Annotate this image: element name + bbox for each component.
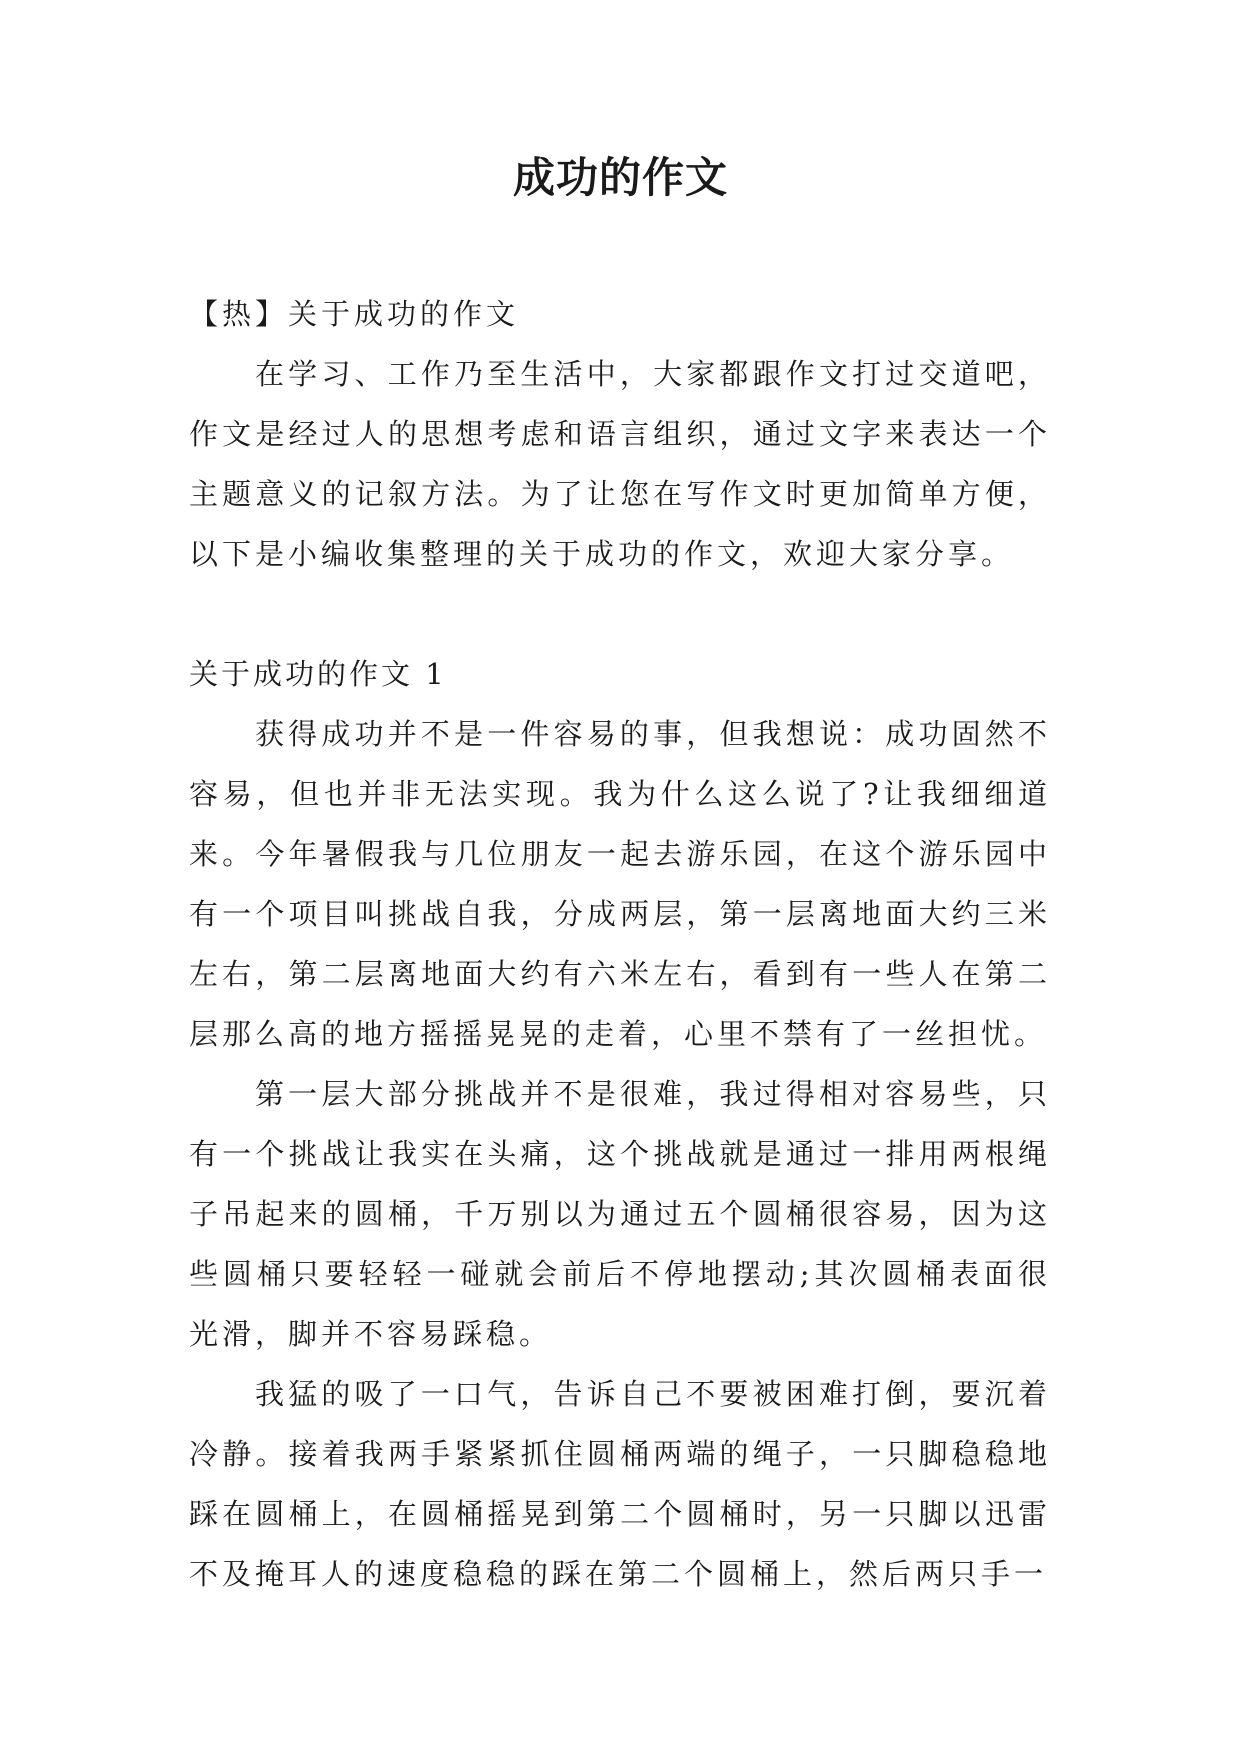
body-paragraph-2: 第一层大部分挑战并不是很难，我过得相对容易些，只有一个挑战让我实在头痛，这个挑战就是通过一排用两根绳子吊起来的圆桶，千万别以为通过五个圆桶很容易，因为这些圆桶只要轻轻一碰就会前后不停地摆动;其次圆桶表面很光滑，脚并不容易踩稳。 (189, 1077, 1051, 1351)
paragraph-spacer (189, 584, 1051, 644)
document-body (189, 284, 1051, 1604)
intro-paragraph: 在学习、工作乃至生活中，大家都跟作文打过交道吧，作文是经过人的思想考虑和语言组织，通过文字来表达一个主题意义的记叙方法。为了让您在写作文时更加简单方便，以下是小编收集整理的关于成功的作文，欢迎大家分享。 (189, 357, 1051, 571)
body-paragraph-3: 我猛的吸了一口气，告诉自己不要被困难打倒，要沉着冷静。接着我两手紧紧抓住圆桶两端的绳子，一只脚稳稳地踩在圆桶上，在圆桶摇晃到第二个圆桶时，另一只脚以迅雷不及掩耳人的速度稳稳的踩在第二个圆桶上，然后两只手一 (189, 1377, 1051, 1591)
page-title: 成功的作文 (512, 153, 728, 202)
section-heading: 关于成功的作文 1 (189, 657, 447, 691)
body-paragraph-1: 获得成功并不是一件容易的事，但我想说：成功固然不容易，但也并非无法实现。我为什么这么说了?让我细细道来。今年暑假我与几位朋友一起去游乐园，在这个游乐园中有一个项目叫挑战自我，分成两层，第一层离地面大约三米左右，第二层离地面大约有六米左右，看到有一些人在第二层那么高的地方摇摇晃晃的走着，心里不禁有了一丝担忧。 (189, 717, 1051, 1051)
intro-heading: 【热】关于成功的作文 (189, 297, 520, 331)
